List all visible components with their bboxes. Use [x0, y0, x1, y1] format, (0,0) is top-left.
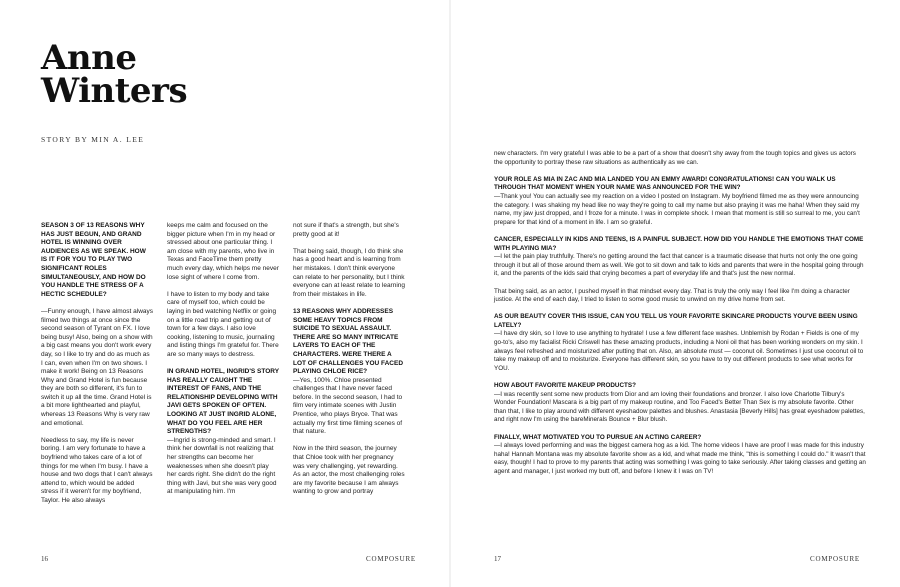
page-number-left: 16 — [41, 555, 48, 563]
answer-paragraph: —I always loved performing and was the biggest camera hog as a kid. The home videos I have are proof I was made for this industry haha! Hannah Montana was my absolute favorite show as a kid, and what made me think, "this is something I could do." It wasn't that easy, though! I had to prove to my parents that acting was something I was going to take seriously. After taking classes and getting an agent and manager, I just worked my butt off, and before I knew it I was on TV! — [494, 442, 866, 475]
answer-paragraph: —I have dry skin, so I love to use anything to hydrate! I use a few different face washes. Unblemish by Rodan + Fields is one of my go-to's, also my facialist Ricki Criswell has these amazing products, including a Noni oil that has been working wonders on my skin. I always feel refreshed and moisturized after putting that on. Also, an absolute must — coconut oil. Sometimes I just use coconut oil to take my makeup off and to moisturize. Everyone has different skin, so you have to try out different products to see what works for YOU. — [494, 330, 864, 372]
question-paragraph: CANCER, ESPECIALLY IN KIDS AND TEENS, IS A PAINFUL SUBJECT. HOW DID YOU HANDLE THE EMOTIONS THAT COME WITH PLAYING MIA? — [494, 235, 864, 252]
question-paragraph: AS OUR BEAUTY COVER THIS ISSUE, CAN YOU TELL US YOUR FAVORITE SKINCARE PRODUCTS YOU'VE BEEN USING LATELY? — [494, 313, 858, 329]
page-gutter — [449, 0, 451, 587]
answer-paragraph: not sure if that's a strength, but she's pretty good at it! — [293, 222, 399, 238]
question-paragraph: IN GRAND HOTEL, INGRID'S STORY HAS REALLY CAUGHT THE INTEREST OF FANS, AND THE RELATIONSHIP DEVELOPING WITH JAVI GETS SPOKEN OF OFTEN. LOOKING AT JUST INGRID ALONE, WHAT DO YOU FEEL ARE HER STRENGTHS? — [167, 368, 279, 436]
answer-paragraph: new characters. I'm very grateful I was able to be a part of a show that doesn't shy away from the tough topics and gives us actors the opportunity to portray these raw situations as authentically as we can. — [494, 150, 856, 166]
magazine-name-left: COMPOSURE — [366, 555, 416, 563]
magazine-name-right: COMPOSURE — [810, 555, 860, 563]
answer-paragraph: Now in the third season, the journey that Chloe took with her pregnancy was very challenging, yet rewarding. As an actor, the most challenging roles are my favorite because I am always wanting to grow and portray — [293, 445, 405, 496]
question-paragraph: HOW ABOUT FAVORITE MAKEUP PRODUCTS? — [494, 382, 636, 390]
answer-paragraph: That being said, as an actor, I pushed myself in that mindset every day. That is truly the only way I feel like I'm doing a character justice. At the end of each day, I tried to listen to some good music to unwind on my drive home from set. — [494, 287, 850, 304]
title-first-name: Anne — [41, 38, 137, 78]
title-last-name: Winters — [41, 71, 188, 111]
question-paragraph: 13 REASONS WHY ADDRESSES SOME HEAVY TOPICS FROM SUICIDE TO SEXUAL ASSAULT. THERE ARE SO MANY INTRICATE LAYERS TO EACH OF THE CHARACTERS. WERE THERE A LOT OF CHALLENGES YOU FACED PLAYING CHLOE RICE? — [293, 307, 404, 376]
right-page-body — [494, 150, 866, 485]
answer-paragraph: Needless to say, my life is never boring. I am very fortunate to have a boyfriend who takes care of a lot of things for me when I'm busy. I have a house and two dogs that I can't always attend to, which would be added stress if it weren't for my boyfriend, Taylor. He also always — [41, 436, 153, 504]
answer-paragraph: —Thank you! You can actually see my reaction on a video I posted on Instagram. My boyfriend filmed me as they were announcing the category. I was shaking my head like no way they're going to call my name but also praying it was me haha! When they said my name, my jaw just dropped, and I froze for a minute. I was in complete shock. I mean that moment is still so surreal to me, you can't prepare for that kind of a moment in life. I am so grateful. — [494, 192, 860, 226]
page-number-right: 17 — [494, 555, 501, 563]
answer-paragraph: —I let the pain play truthfully. There's no getting around the fact that cancer is a traumatic disease that hurts not only the one going through it but all of those around them as well. We got to sit down and talk to kids and parents that were in the hospital going through it, and the parents of the kids said that crying becomes a part of everyday life and that's just the new normal. — [494, 253, 864, 278]
answer-paragraph: That being said, though, I do think she has a good heart and is learning from her mistakes. I don't think everyone can relate to her personality, but I think everyone can at least relate to learning from their mistakes in life. — [293, 247, 406, 298]
answer-paragraph: —Funny enough, I have almost always filmed two things at once since the second season of Tyrant on FX. I love being busy! Also, being on a show with a big cast means you don't work every day, so I like to try and do as much as I can, even when I'm on two shows. I make it work! Being on 13 Reasons Why and Grand Hotel is fun because they are both so different, it's fun to switch it up all the time. Grand Hotel is a bit more lighthearted and playful, whereas 13 Reasons Why is very raw and emotional. — [41, 307, 154, 427]
answer-paragraph: —I was recently sent some new products from Dior and am loving their foundations and bronzer. I also love Charlotte Tilbury's Wonder Foundation! Mascara is a big part of my makeup routine, and Too Faced's Better Than Sex is my absolute favorite. Other than that, I like to play around with different eyeshadow palettes and blushes. Anastasia [Beverly Hills] has great eyeshadow palettes, and right now I'm using the bareMinerals Bounce + Blur blush. — [494, 390, 865, 424]
article-title — [41, 38, 188, 111]
left-column-3 — [293, 222, 405, 506]
byline: STORY BY MIN A. LEE — [41, 135, 145, 144]
left-column-2 — [167, 222, 279, 506]
answer-paragraph: I have to listen to my body and take care of myself too, which could be laying in bed watching Netflix or going on a little road trip and getting out of town for a few days. I also love cooking, listening to music, journaling and listing things I'm grateful for. There are so many ways to destress. — [167, 290, 279, 358]
answer-paragraph: keeps me calm and focused on the bigger picture when I'm in my head or stressed about one particular thing. I am close with my parents, who live in Texas and FaceTime them pretty much every day, which helps me never lose sight of where I come from. — [167, 222, 279, 281]
answer-paragraph: —Ingrid is strong-minded and smart. I think her downfall is not realizing that her strengths can become her weaknesses when she doesn't play her cards right. She didn't do the right thing with Javi, but she was very good at manipulating him. I'm — [167, 436, 277, 496]
question-paragraph: FINALLY, WHAT MOTIVATED YOU TO PURSUE AN ACTING CAREER? — [494, 433, 702, 441]
question-paragraph: SEASON 3 OF 13 REASONS WHY HAS JUST BEGUN, AND GRAND HOTEL IS WINNING OVER AUDIENCES AS WE SPEAK. HOW IS IT FOR YOU TO PLAY TWO SIGNIFICANT ROLES SIMULTANEOUSLY, AND HOW DO YOU HANDLE THE STRESS OF A HECTIC SCHEDULE? — [41, 222, 146, 298]
left-column-1 — [41, 222, 153, 514]
question-paragraph: YOUR ROLE AS MIA IN ZAC AND MIA LANDED YOU AN EMMY AWARD! CONGRATULATIONS! CAN YOU WALK US THROUGH THAT MOMENT WHEN YOUR NAME WAS ANNOUNCED FOR THE WIN? — [494, 175, 836, 192]
answer-paragraph: —Yes, 100%. Chloe presented challenges that I have never faced before. In the second season, I had to film very intimate scenes with Justin Prentice, who plays Bryce. That was actually my first time filming scenes of that nature. — [293, 376, 403, 436]
